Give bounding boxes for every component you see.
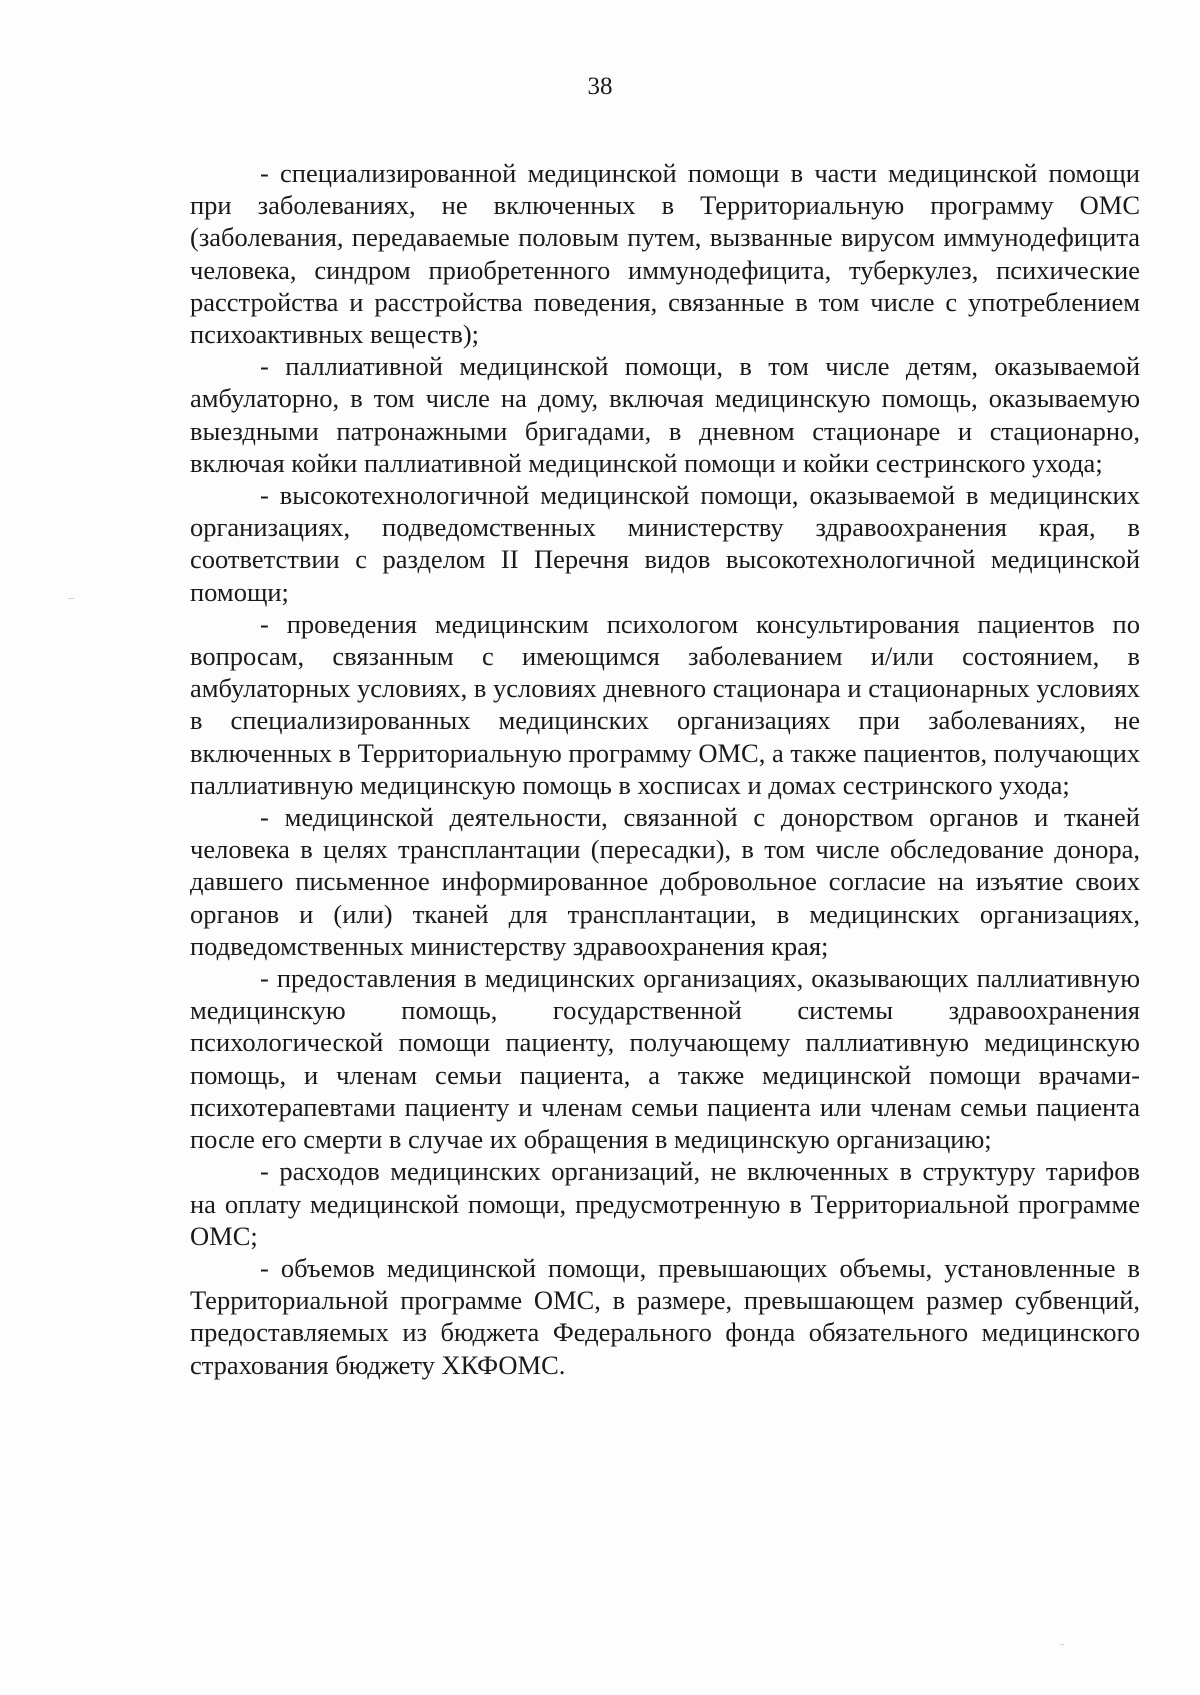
page-number: 38 [587, 73, 613, 100]
document-body [190, 157, 1140, 1381]
list-item-palliative-care: - паллиативной медицинской помощи, в том числе детям, оказываемой амбулаторно, в том числе на дому, включая медицинскую помощь, оказываемую выездными патронажными бригадами, в дневном стационаре и стационарно, включая койки паллиативной медицинской помощи и койки сестринского ухода; [190, 351, 1140, 478]
list-item-psychological-help: - предоставления в медицинских организациях, оказывающих паллиативную медицинскую помощь, государственной системы здравоохранения психологической помощи пациенту, получающему паллиативную медицинскую помощь, и членам семьи пациента, а также медицинской помощи врачами-психотерапевтами пациенту и членам семьи пациента или членам семьи пациента после его смерти в случае их обращения в медицинскую организацию; [190, 963, 1140, 1155]
list-item-organization-expenses: - расходов медицинских организаций, не включенных в структуру тарифов на оплату медицинской помощи, предусмотренную в Территориальной программе ОМС; [190, 1156, 1140, 1251]
scan-artifact [1060, 1644, 1064, 1645]
list-item-excess-volumes: - объемов медицинской помощи, превышающих объемы, установленные в Территориальной программе ОМС, в размере, превышающем размер субвенций, предоставляемых из бюджета Федерального фонда обязательного медицинского страхования бюджету ХКФОМС. [190, 1252, 1140, 1380]
list-item-psychologist-consulting: - проведения медицинским психологом консультирования пациентов по вопросам, связанным с имеющимся заболеванием и/или состоянием, в амбулаторных условиях, в условиях дневного стационара и стационарных условиях в специализированных медицинских организациях при заболеваниях, не включенных в Территориальную программу ОМС, а также пациентов, получающих паллиативную медицинскую помощь в хосписах и домах сестринского ухода; [190, 608, 1141, 800]
list-item-specialized-care: - специализированной медицинской помощи в части медицинской помощи при заболеваниях, не включенных в Территориальную программу ОМС (заболевания, передаваемые половым путем, вызванные вирусом иммунодефицита человека, синдром приобретенного иммунодефицита, туберкулез, психические расстройства и расстройства поведения, связанные в том числе с употреблением психоактивных веществ); [190, 158, 1140, 350]
list-item-organ-donation: - медицинской деятельности, связанной с донорством органов и тканей человека в целях трансплантации (пересадки), в том числе обследование донора, давшего письменное информированное добровольное согласие на изъятие своих органов и (или) тканей для трансплантации, в медицинских организациях, подведомственных министерству здравоохранения края; [190, 802, 1140, 961]
list-item-high-tech-care: - высокотехнологичной медицинской помощи, оказываемой в медицинских организациях, подведомственных министерству здравоохранения края, в соответствии с разделом II Перечня видов высокотехнологичной медицинской помощи; [190, 480, 1140, 607]
scan-artifact [68, 598, 74, 599]
